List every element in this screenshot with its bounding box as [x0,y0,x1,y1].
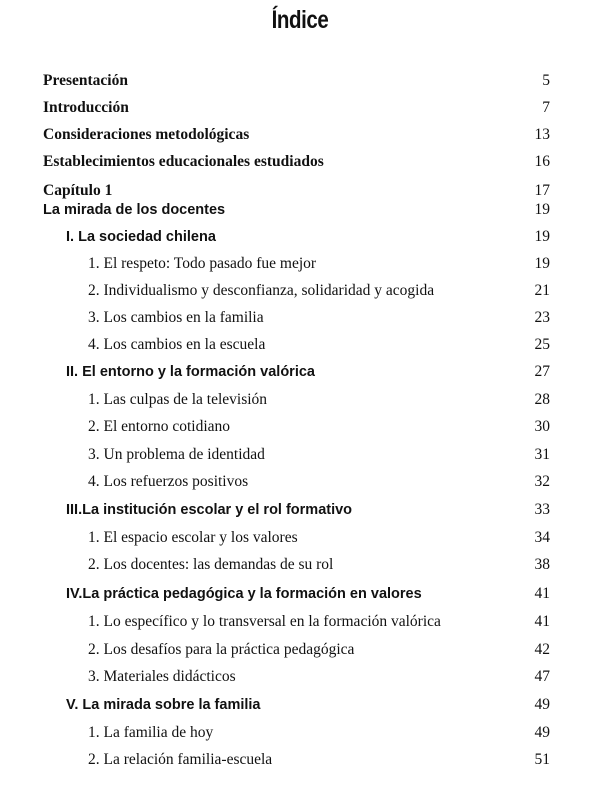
toc-entry-section-v[interactable] [0,694,600,716]
toc-entry-subsection[interactable] [0,639,600,661]
toc-entry-mirada-docentes[interactable] [0,199,600,221]
page-title: Índice [271,6,329,34]
toc-entry-presentacion[interactable] [0,70,600,92]
toc-entry-page: 31 [534,446,550,463]
toc-entry-page: 41 [534,585,550,602]
toc-entry-section-i[interactable] [0,226,600,248]
toc-entry-subsection[interactable] [0,554,600,576]
toc-entry-label: V. La mirada sobre la familia [66,697,261,713]
toc-entry-label: 4. Los cambios en la escuela [88,336,266,353]
toc-entry-section-ii[interactable] [0,361,600,383]
toc-entry-page: 38 [534,556,550,573]
toc-entry-page: 19 [534,255,550,272]
toc-entry-label: Introducción [43,99,129,116]
toc-entry-label: I. La sociedad chilena [66,229,216,245]
toc-entry-establecimientos[interactable] [0,151,600,173]
toc-entry-label: 2. La relación familia-escuela [88,751,273,768]
toc-entry-page: 41 [534,613,550,630]
toc-entry-page: 49 [534,724,550,741]
toc-entry-page: 7 [542,99,550,116]
toc-entry-subsection[interactable] [0,749,600,771]
toc-entry-label: 1. La familia de hoy [88,724,214,741]
toc-entry-page: 49 [534,696,550,713]
toc-entry-label: 2. El entorno cotidiano [88,418,231,435]
toc-entry-label: 1. Las culpas de la televisión [88,391,268,408]
toc-entry-page: 27 [534,363,550,380]
toc-entry-page: 47 [534,668,550,685]
toc-entry-subsection[interactable] [0,280,600,302]
toc-entry-label: 1. El espacio escolar y los valores [88,529,298,546]
toc-entry-page: 33 [534,501,550,518]
toc-entry-subsection[interactable] [0,471,600,493]
toc-entry-label: 2. Individualismo y desconfianza, solidaridad y acogida [88,282,435,299]
toc-entry-subsection[interactable] [0,666,600,688]
toc-entry-consideraciones[interactable] [0,124,600,146]
toc-entry-label: 1. El respeto: Todo pasado fue mejor [88,255,317,272]
toc-entry-label: Consideraciones metodológicas [43,126,250,143]
toc-entry-section-iv[interactable] [0,583,600,605]
toc-entry-subsection[interactable] [0,334,600,356]
toc-entry-label: Capítulo 1 [43,182,113,199]
toc-entry-label: Presentación [43,72,128,89]
toc-entry-label: La mirada de los docentes [43,202,226,218]
toc-entry-label: III.La institución escolar y el rol formativo [66,502,353,518]
toc-entry-page: 51 [534,751,550,768]
toc-entry-label: 3. Materiales didácticos [88,668,236,685]
toc-entry-label: 2. Los desafíos para la práctica pedagógica [88,641,355,658]
toc-entry-subsection[interactable] [0,389,600,411]
toc-entry-page: 30 [534,418,550,435]
toc-entry-subsection[interactable] [0,527,600,549]
toc-entry-page: 32 [534,473,550,490]
toc-entry-page: 42 [534,641,550,658]
toc-entry-label: 3. Un problema de identidad [88,446,265,463]
toc-entry-page: 17 [534,182,550,199]
toc-entry-page: 25 [534,336,550,353]
toc-entry-label: 2. Los docentes: las demandas de su rol [88,556,334,573]
toc-entry-page: 13 [534,126,550,143]
toc-entry-subsection[interactable] [0,307,600,329]
toc-entry-page: 5 [542,72,550,89]
toc-entry-introduccion[interactable] [0,97,600,119]
toc-entry-subsection[interactable] [0,722,600,744]
toc-entry-label: II. El entorno y la formación valórica [66,364,315,380]
toc-entry-label: IV.La práctica pedagógica y la formación en valores [66,586,422,602]
toc-entry-subsection[interactable] [0,444,600,466]
toc-entry-page: 16 [534,153,550,170]
toc-entry-page: 23 [534,309,550,326]
toc-entry-page: 19 [534,201,550,218]
toc-entry-label: 4. Los refuerzos positivos [88,473,249,490]
toc-entry-page: 21 [534,282,550,299]
toc-entry-subsection[interactable] [0,611,600,633]
toc-entry-page: 28 [534,391,550,408]
toc-entry-subsection[interactable] [0,416,600,438]
toc-entry-page: 19 [534,228,550,245]
toc-entry-subsection[interactable] [0,253,600,275]
toc-entry-label: 3. Los cambios en la familia [88,309,264,326]
toc-entry-section-iii[interactable] [0,499,600,521]
toc-entry-label: Establecimientos educacionales estudiados [43,153,324,170]
toc-entry-page: 34 [534,529,550,546]
toc-entry-label: 1. Lo específico y lo transversal en la formación valórica [88,613,441,630]
